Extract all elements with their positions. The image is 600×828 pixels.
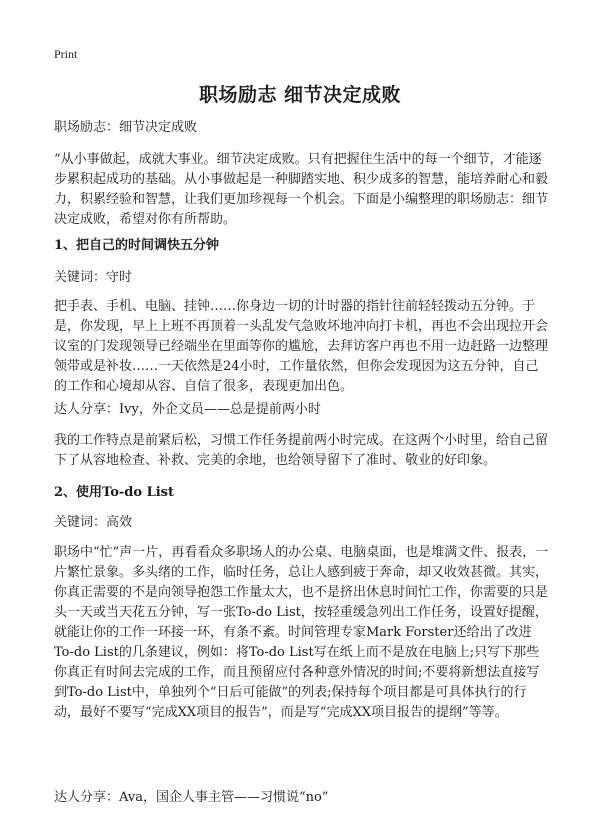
intro-paragraph: “从小事做起，成就大事业。细节决定成败。只有把握住生活中的每一个细节，才能逐步累积起成功的基础。从小事做起是一种脚踏实地、积少成多的智慧，能培养耐心和毅力，积累经验和智慧，让我们更加珍视每一个机会。下面是小编整理的职场励志：细节决定成败，希望对你有所帮助。 [54, 152, 549, 227]
print-link[interactable]: Print [54, 47, 78, 61]
section-heading-1: 1、把自己的时间调快五分钟 [54, 238, 220, 253]
expert-share-1: 达人分享：Ivy，外企文员——总是提前两小时 [54, 402, 321, 417]
section-body-1: 把手表、手机、电脑、挂钟……你身边一切的计时器的指针往前轻轻拨动五分钟。于是，你发现，早上上班不再顶着一头乱发气急败坏地冲向打卡机，再也不会出现拉开会议室的门发现领导已经端坐在里面等你的尴尬，去拜访客户再也不用一边赶路一边整理领带或是补妆……一天依然是24小时，工作量依然，但你会发现因为这五分钟，自己的工作和心境却从容、自信了很多，表现更加出色。 [54, 299, 549, 394]
section-keyword-2: 关键词：高效 [54, 515, 133, 530]
section-keyword-1: 关键词：守时 [54, 270, 133, 285]
expert-share-body-1: 我的工作特点是前紧后松，习惯工作任务提前两小时完成。在这两个小时里，给自己留下了从容地检查、补救、完美的余地，也给领导留下了准时、敬业的好印象。 [54, 433, 549, 468]
article-subtitle: 职场励志：细节决定成败 [54, 120, 198, 135]
section-body-2: 职场中“忙”声一片，再看看众多职场人的办公桌、电脑桌面，也是堆满文件、报表，一片繁忙景象。多头绪的工作，临时任务，总让人感到疲于奔命，却又收效甚微。其实，你真正需要的不是向领导抱怨工作量太大，也不是挤出休息时间忙工作，你需要的只是头一天或当天花五分钟，写一张To-do List，按轻重缓急列出工作任务，设置好提醒，就能让你的工作一环接一环，有条不紊。时间管理专家Mark Forster还给出了改进To-do List的几条建议，例如：将To-do List写在纸上而不是放在电脑上;只写下那些你真正有时间去完成的工作，而且预留应付各种意外情况的时间;不要将新想法直接写到To-do List中，单独列个“日后可能做”的列表;保持每个项目都是可具体执行的行动，最好不要写“完成XX项目的报告”，而是写“完成XX项目报告的提纲”等等。 [54, 545, 549, 720]
section-heading-2: 2、使用To-do List [54, 485, 174, 500]
page-title: 职场励志 细节决定成败 [198, 84, 402, 106]
expert-share-2: 达人分享：Ava，国企人事主管——习惯说“no” [54, 790, 329, 805]
